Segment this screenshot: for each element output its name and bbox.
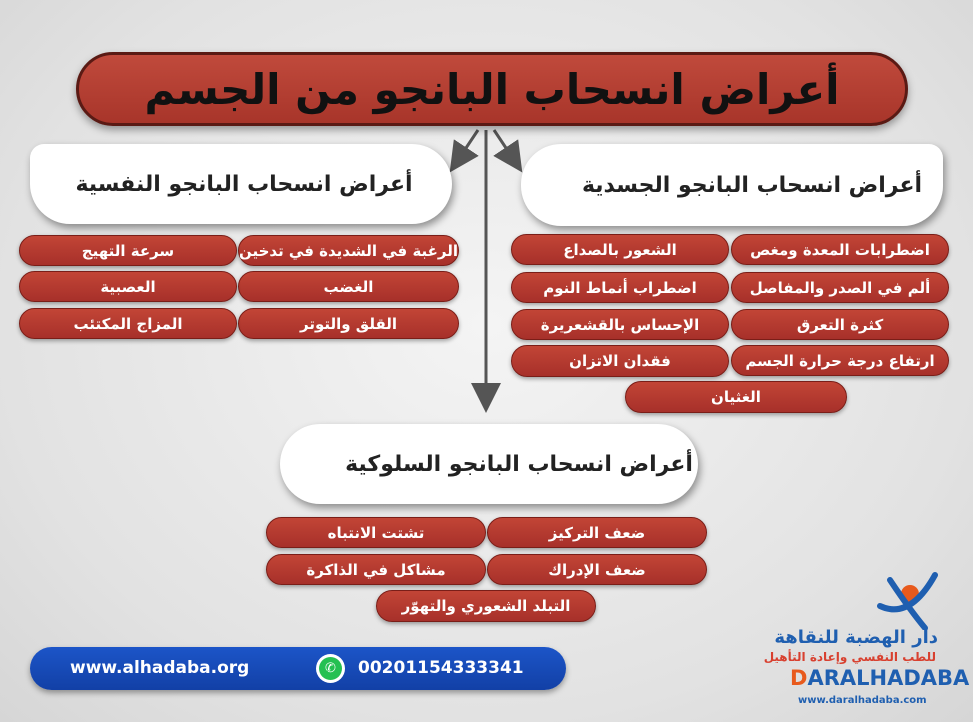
main-title-banner bbox=[76, 52, 908, 126]
physical-item: ارتفاع درجة حرارة الجسم bbox=[731, 345, 949, 376]
behavioral-section-heading bbox=[280, 424, 698, 504]
whatsapp-icon: ✆ bbox=[316, 654, 345, 683]
psychological-item: القلق والتوتر bbox=[238, 308, 459, 339]
phone-number[interactable]: 00201154333341 bbox=[358, 658, 524, 678]
psychological-item: سرعة التهيج bbox=[19, 235, 237, 266]
logo-url: www.daralhadaba.com bbox=[798, 695, 927, 706]
website-link[interactable]: www.alhadaba.org bbox=[70, 658, 250, 678]
physical-heading-text: أعراض انسحاب البانجو الجسدية bbox=[581, 172, 923, 198]
arrow-to-psychological bbox=[458, 130, 478, 160]
contact-bar bbox=[30, 647, 566, 690]
psychological-item: الغضب bbox=[238, 271, 459, 302]
psychological-heading-text: أعراض انسحاب البانجو النفسية bbox=[75, 171, 413, 197]
logo-figure-icon bbox=[760, 570, 950, 630]
behavioral-item: ضعف الإدراك bbox=[487, 554, 707, 585]
behavioral-item: التبلد الشعوري والتهوّر bbox=[376, 590, 596, 622]
physical-item: الغثيان bbox=[625, 381, 847, 413]
physical-item: كثرة التعرق bbox=[731, 309, 949, 340]
arrow-to-physical bbox=[494, 130, 514, 160]
logo-arabic-tagline: للطب النفسي وإعادة التأهيل bbox=[763, 650, 936, 664]
physical-item: اضطرابات المعدة ومغص bbox=[731, 234, 949, 265]
behavioral-item: مشاكل في الذاكرة bbox=[266, 554, 486, 585]
physical-section-heading bbox=[521, 144, 943, 226]
physical-item: فقدان الاتزان bbox=[511, 345, 729, 377]
behavioral-item: ضعف التركيز bbox=[487, 517, 707, 548]
behavioral-item: تشتت الانتباه bbox=[266, 517, 486, 548]
logo-arabic-name: دار الهضبة للنقاهة bbox=[774, 627, 938, 648]
physical-item: ألم في الصدر والمفاصل bbox=[731, 272, 949, 303]
daralhadaba-logo bbox=[760, 570, 970, 710]
physical-item: الإحساس بالقشعريرة bbox=[511, 309, 729, 340]
main-title: أعراض انسحاب البانجو من الجسم bbox=[144, 64, 840, 114]
psychological-item: الرغبة في الشديدة في تدخين bbox=[238, 235, 459, 266]
psychological-section-heading bbox=[30, 144, 452, 224]
physical-item: اضطراب أنماط النوم bbox=[511, 272, 729, 303]
physical-item: الشعور بالصداع bbox=[511, 234, 729, 265]
logo-english-name: DARALHADABA bbox=[790, 666, 970, 690]
behavioral-heading-text: أعراض انسحاب البانجو السلوكية bbox=[345, 451, 693, 477]
psychological-item: العصبية bbox=[19, 271, 237, 302]
psychological-item: المزاج المكتئب bbox=[19, 308, 237, 339]
